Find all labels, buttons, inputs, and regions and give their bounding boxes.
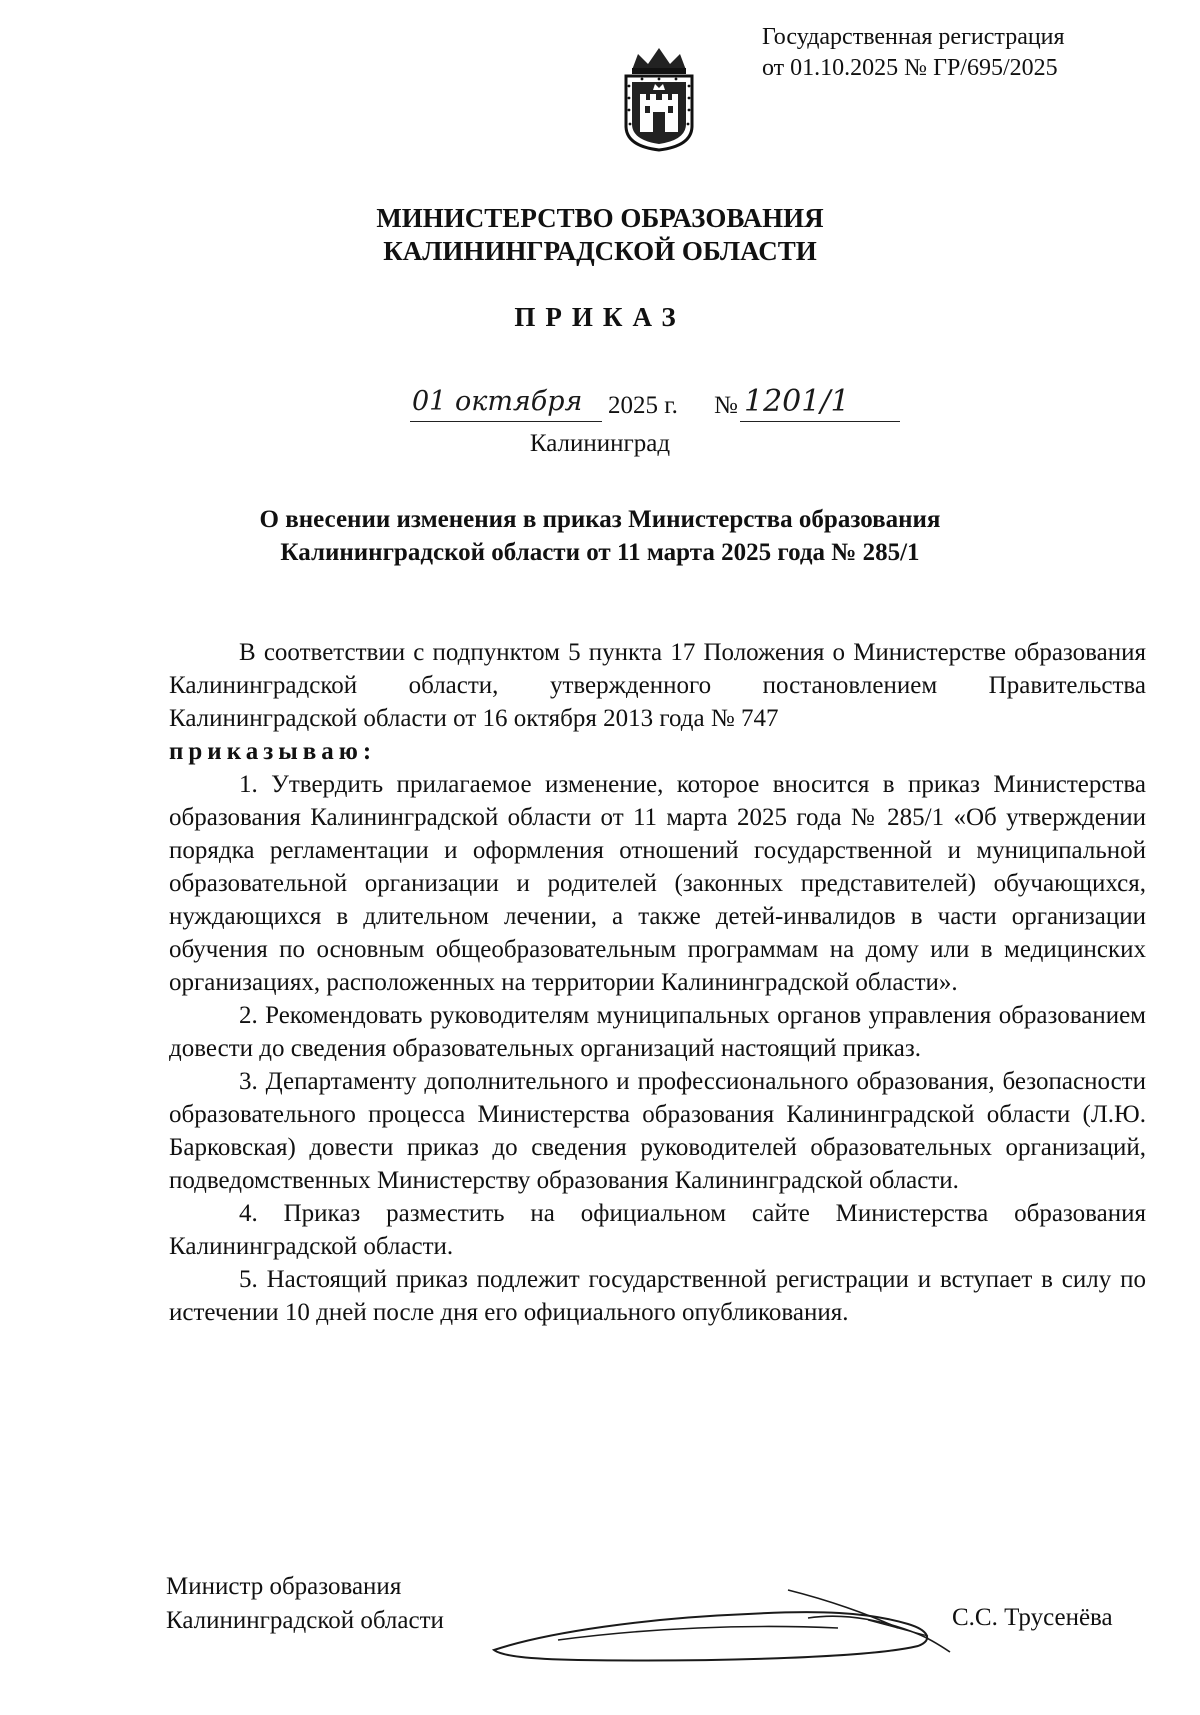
order-body bbox=[169, 636, 1146, 1329]
city-name: Калининград bbox=[529, 430, 671, 457]
preamble-paragraph: В соответствии с подпунктом 5 пункта 17 Положения о Министерстве образования Калининградской области, утвержденного постановлением Правительства Калининградской области от 16 октября 2013 года № 747 bbox=[169, 639, 1146, 732]
document-type-title: ПРИКАЗ bbox=[514, 302, 686, 332]
order-word-paragraph bbox=[169, 735, 1146, 768]
number-sign: № bbox=[714, 392, 738, 419]
position-line-1: Министр образования bbox=[166, 1573, 402, 1600]
order-subject bbox=[120, 503, 1080, 569]
order-year: 2025 г. bbox=[608, 392, 678, 419]
subject-line-1: О внесении изменения в приказ Министерства образования bbox=[259, 506, 941, 533]
number-underline bbox=[740, 421, 900, 422]
order-word: приказываю: bbox=[169, 738, 377, 765]
signer-name: С.С. Трусенёва bbox=[952, 1604, 1113, 1631]
ministry-line-2: КАЛИНИНГРАДСКОЙ ОБЛАСТИ bbox=[383, 236, 817, 266]
handwritten-order-number: 1201/1 bbox=[744, 384, 850, 419]
kaliningrad-coat-of-arms-icon bbox=[618, 46, 700, 152]
order-item-4: 4. Приказ разместить на официальном сайте Министерства образования Калининградской области. bbox=[169, 1200, 1146, 1260]
ministry-name bbox=[0, 202, 1200, 268]
subject-line-2: Калининградской области от 11 марта 2025 года № 285/1 bbox=[280, 539, 920, 566]
ministry-line-1: МИНИСТЕРСТВО ОБРАЗОВАНИЯ bbox=[376, 203, 824, 233]
handwritten-date: 01 октября bbox=[412, 386, 583, 417]
position-line-2: Калининградской области bbox=[166, 1607, 444, 1634]
registration-line-2: от 01.10.2025 № ГР/695/2025 bbox=[762, 55, 1058, 81]
date-underline bbox=[410, 421, 602, 422]
order-item-2: 2. Рекомендовать руководителям муниципальных органов управления образованием довести до сведения образовательных организаций настоящий приказ. bbox=[169, 1002, 1146, 1062]
order-item-5: 5. Настоящий приказ подлежит государственной регистрации и вступает в силу по истечении 10 дней после дня его официального опубликования. bbox=[169, 1266, 1146, 1326]
signatory-position bbox=[166, 1570, 444, 1638]
registration-line-1: Государственная регистрация bbox=[762, 24, 1065, 50]
order-dateline bbox=[412, 384, 912, 432]
handwritten-signature bbox=[488, 1588, 958, 1670]
order-item-3: 3. Департаменту дополнительного и профессионального образования, безопасности образовательного процесса Министерства образования Калининградской области (Л.Ю. Барковская) довести приказ до сведения руководителей образовательных организаций, подведомственных Министерству образования Калининградской области. bbox=[169, 1068, 1146, 1194]
order-item-1: 1. Утвердить прилагаемое изменение, которое вносится в приказ Министерства образования Калининградской области от 11 марта 2025 года № 285/1 «Об утверждении порядка регламентации и оформления отношений государственной и муниципальной образовательной организации и родителей (законных представителей) обучающихся, нуждающихся в длительном лечении, а также детей-инвалидов в части организации обучения по основным общеобразовательным программам на дому или в медицинских организациях, расположенных на территории Калининградской области». bbox=[169, 771, 1146, 996]
registration-stamp bbox=[762, 22, 1065, 84]
